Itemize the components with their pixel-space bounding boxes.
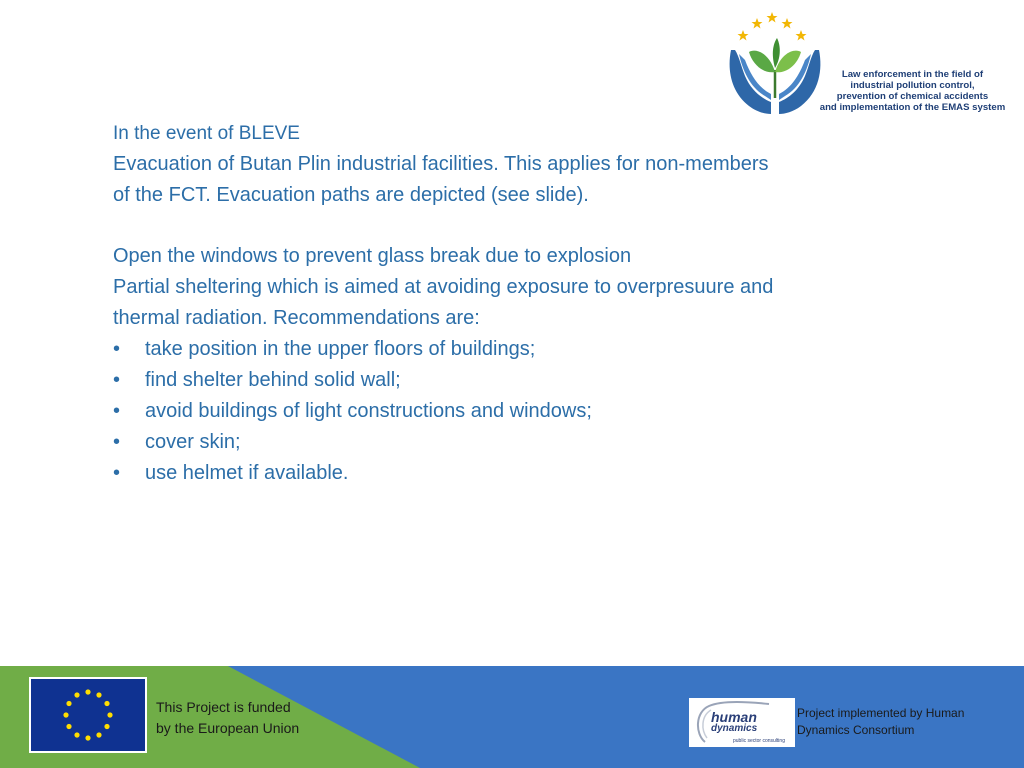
paragraph-line: thermal radiation. Recommendations are:: [113, 307, 480, 329]
spacer: [113, 211, 933, 241]
project-logo-text: [805, 69, 1020, 113]
paragraph-line: Partial sheltering which is aimed at avoiding exposure to overpresuure and: [113, 276, 774, 298]
funding-line: by the European Union: [156, 720, 300, 736]
bullet-marker: •: [113, 338, 121, 360]
bullet-text: avoid buildings of light constructions and windows;: [145, 400, 592, 422]
eu-flag-icon: [29, 677, 147, 753]
logo-text-line: prevention of chemical accidents: [836, 91, 989, 102]
human-dynamics-logo: [689, 698, 795, 747]
project-logo: [725, 10, 1020, 122]
paragraph-line: of the FCT. Evacuation paths are depicted (see slide).: [113, 184, 589, 206]
bullet-item: [113, 334, 933, 365]
bullet-text: take position in the upper floors of buildings;: [145, 338, 536, 360]
funding-statement: [156, 697, 356, 739]
implementation-line: Dynamics Consortium: [797, 723, 915, 737]
bullet-marker: •: [113, 462, 121, 484]
bullet-marker: •: [113, 431, 121, 453]
logo-name-human: human: [711, 709, 757, 725]
paragraph-line: Open the windows to prevent glass break due to explosion: [113, 245, 632, 267]
logo-text-line: industrial pollution control,: [850, 80, 975, 91]
bullet-text: use helmet if available.: [145, 462, 349, 484]
bullet-item: [113, 427, 933, 458]
bullet-marker: •: [113, 369, 121, 391]
bullet-item: [113, 365, 933, 396]
logo-text-line: Law enforcement in the field of: [841, 69, 984, 80]
implementation-statement: [797, 705, 1017, 739]
logo-tagline: public sector consulting: [733, 738, 785, 744]
section-heading: In the event of BLEVE: [113, 123, 300, 144]
paragraph-line: Evacuation of Butan Plin industrial facilities. This applies for non-members: [113, 153, 769, 175]
bullet-marker: •: [113, 400, 121, 422]
bullet-text: find shelter behind solid wall;: [145, 369, 401, 391]
logo-name-dynamics: dynamics: [711, 723, 758, 734]
slide-content: [113, 118, 933, 489]
implementation-line: Project implemented by Human: [797, 706, 965, 720]
bullet-item: [113, 458, 933, 489]
bullet-item: [113, 396, 933, 427]
logo-text-line: and implementation of the EMAS system: [819, 102, 1006, 113]
bullet-text: cover skin;: [145, 431, 241, 453]
funding-line: This Project is funded: [156, 699, 291, 715]
